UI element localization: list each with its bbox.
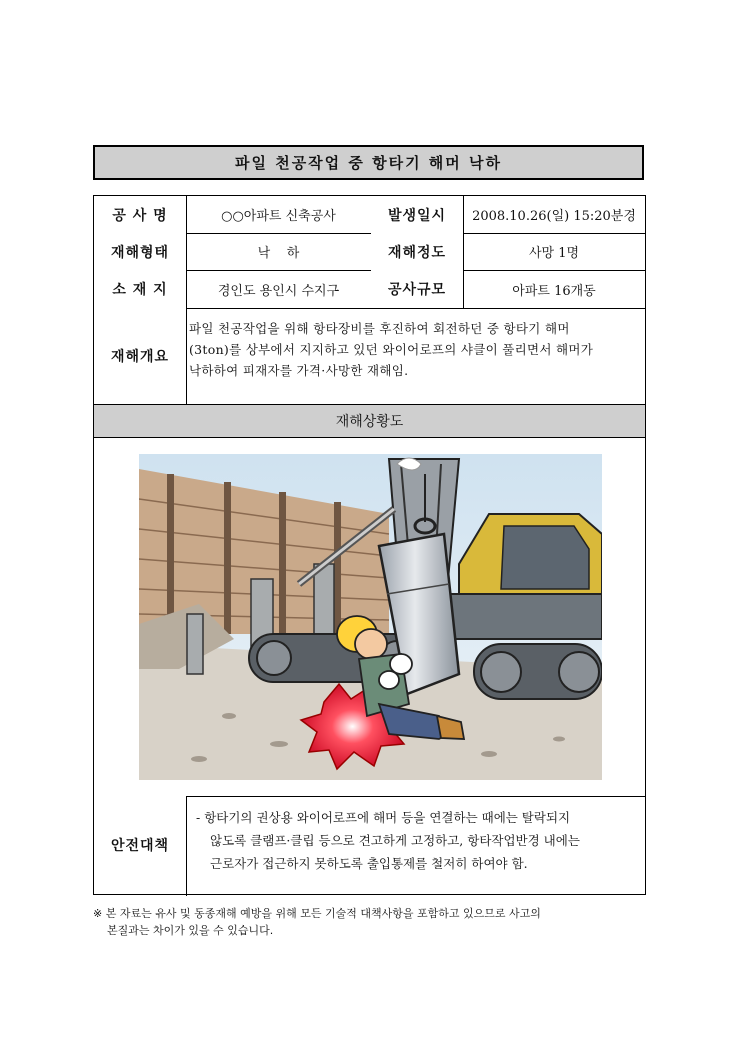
- footnote-line: ※ 본 자료는 유사 및 동종재해 예방을 위해 모든 기술적 대책사항을 포함하고 있으므로 사고의: [93, 907, 541, 920]
- accident-type-value: 낙 하: [257, 246, 300, 261]
- safety-line: - 항타기의 권상용 와이어로프에 해머 등을 연결하는 때에는 탈락되지: [196, 810, 571, 825]
- overview-text: [189, 318, 644, 381]
- safety-line: 않도록 클램프·클립 등으로 견고하게 고정하고, 항타작업반경 내에는: [210, 833, 580, 848]
- accident-illustration: [139, 454, 602, 780]
- severity-value: 사망 1명: [528, 246, 580, 261]
- disclaimer-footnote: [93, 905, 648, 939]
- scale-label: 공사규모: [371, 270, 463, 308]
- location-label: 소 재 지: [94, 270, 186, 308]
- location-value: 경인도 용인시 수지구: [217, 283, 340, 299]
- overview-line: 파일 천공작업을 위해 항타장비를 후진하여 회전하던 중 항타기 해머: [189, 321, 570, 336]
- footnote-line: 본질과는 차이가 있을 수 있습니다.: [107, 924, 274, 937]
- accident-type-label: 재해형태: [94, 233, 186, 270]
- document-title: 파일 천공작업 중 항타기 해머 낙하: [93, 145, 644, 180]
- situation-header: 재해상황도: [94, 404, 645, 438]
- overview-line: 낙하하여 피재자를 가격·사망한 재해임.: [189, 363, 409, 378]
- severity-label: 재해정도: [371, 233, 463, 270]
- scale-value: 아파트 16개동: [512, 283, 596, 299]
- date-label: 발생일시: [371, 196, 463, 233]
- project-name-value: ○○아파트 신축공사: [221, 209, 336, 224]
- accident-report-table: [93, 195, 646, 895]
- project-name-label: 공 사 명: [94, 196, 186, 233]
- date-value: 2008.10.26(일) 15:20분경: [472, 209, 636, 224]
- col-divider: [186, 308, 187, 404]
- overview-label: 재해개요: [94, 308, 186, 404]
- safety-label: 안전대책: [94, 796, 186, 894]
- overview-line: (3ton)를 상부에서 지지하고 있던 와이어로프의 샤클이 풀리면서 해머가: [189, 342, 594, 357]
- safety-text: [196, 806, 642, 875]
- col-divider: [186, 796, 187, 896]
- safety-line: 근로자가 접근하지 못하도록 출입통제를 철저히 하여야 함.: [210, 856, 528, 871]
